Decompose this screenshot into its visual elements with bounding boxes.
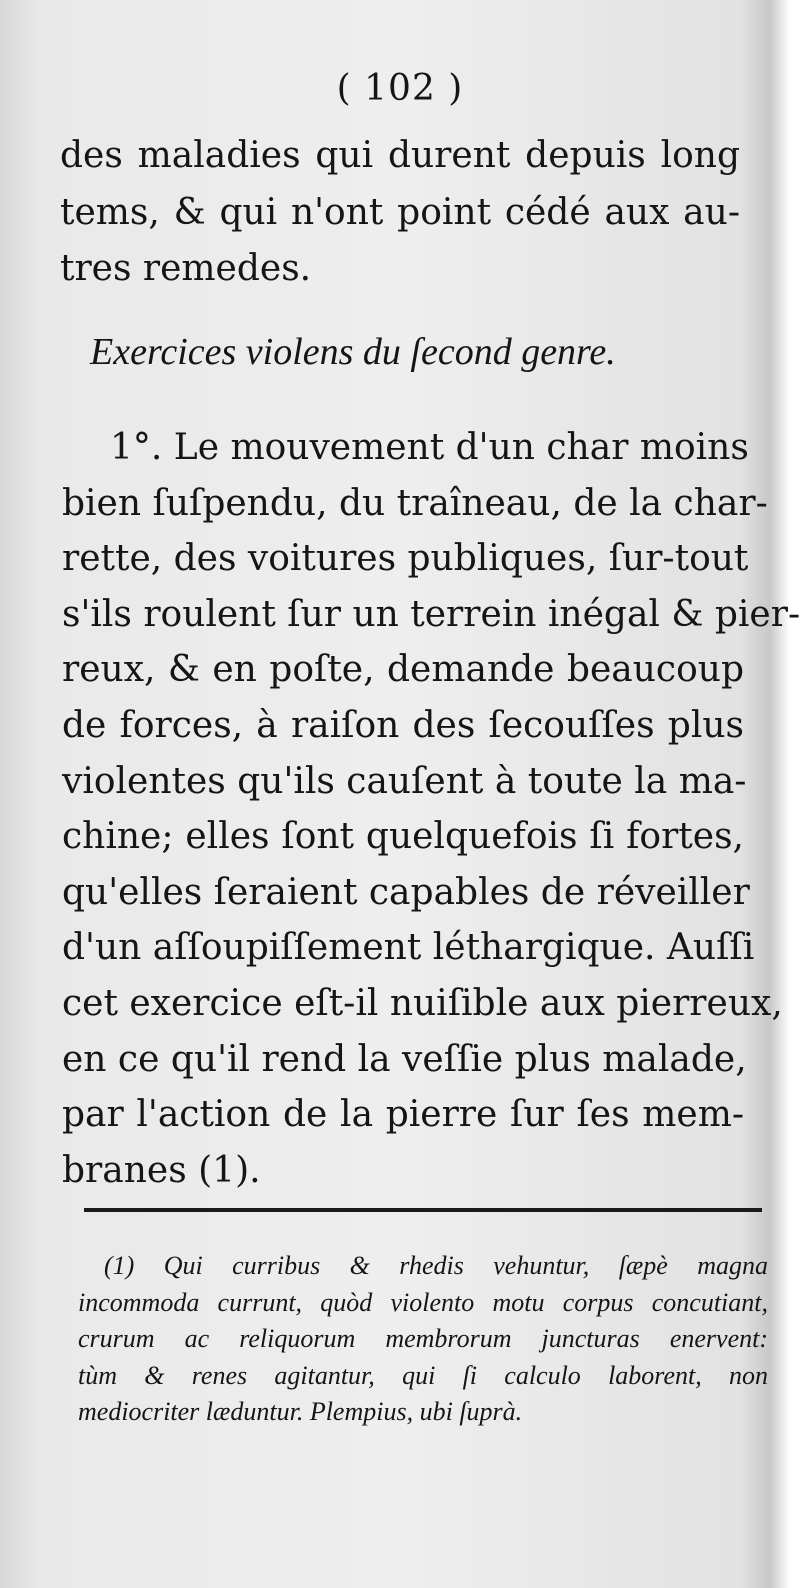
text-line: cet exercice eſt-il nuiſible aux pierreux, bbox=[62, 982, 783, 1024]
text-line: violentes qu'ils cauſent à toute la ma- bbox=[62, 760, 747, 802]
text-line: par l'action de la pierre ſur ſes mem- bbox=[62, 1094, 744, 1136]
footnote-line: (1) Qui curribus & rhedis vehuntur, ſæpè magna bbox=[104, 1251, 768, 1280]
text-line: 1°. Le mouvement d'un char moins bbox=[110, 427, 749, 468]
text-line: chine; elles ſont quelquefois ſi fortes, bbox=[62, 816, 744, 858]
text-line: des maladies qui durent depuis long bbox=[60, 135, 740, 176]
text-line: branes (1). bbox=[62, 1149, 261, 1191]
text-line: de forces, à raiſon des ſecouſſes plus bbox=[62, 704, 744, 746]
footnote-divider bbox=[84, 1208, 762, 1212]
body-paragraph bbox=[62, 420, 800, 1198]
intro-paragraph bbox=[60, 128, 740, 298]
text-line: en ce qu'il rend la veſſie plus malade, bbox=[62, 1038, 747, 1080]
text-line: bien ſuſpendu, du traîneau, de la char- bbox=[62, 482, 768, 524]
text-line: tems, & qui n'ont point cédé aux au- bbox=[60, 191, 740, 233]
footnote-line: incommoda currunt, quòd violento motu corpus concutiant, bbox=[78, 1287, 768, 1317]
text-line: rette, des voitures publiques, ſur-tout bbox=[62, 538, 749, 580]
text-line: reux, & en poſte, demande beaucoup bbox=[62, 649, 744, 691]
text-line: d'un aſſoupiſſement léthargique. Auſſi bbox=[62, 927, 755, 969]
text-line: s'ils roulent ſur un terrein inégal & pier- bbox=[62, 593, 800, 635]
footnote-line: crurum ac reliquorum membrorum juncturas enervent: bbox=[78, 1324, 768, 1353]
footnote-line: tùm & renes agitantur, qui ſi calculo laborent, non bbox=[78, 1360, 768, 1390]
page-number: ( 102 ) bbox=[336, 68, 464, 109]
section-heading: Exercices violens du ſecond genre. bbox=[90, 331, 616, 373]
text-line: tres remedes. bbox=[60, 248, 312, 289]
footnote bbox=[78, 1248, 768, 1431]
footnote-line: mediocriter læduntur. Plempius, ubi ſuprà. bbox=[78, 1397, 523, 1426]
text-line: qu'elles ſeraient capables de réveiller bbox=[62, 871, 750, 913]
